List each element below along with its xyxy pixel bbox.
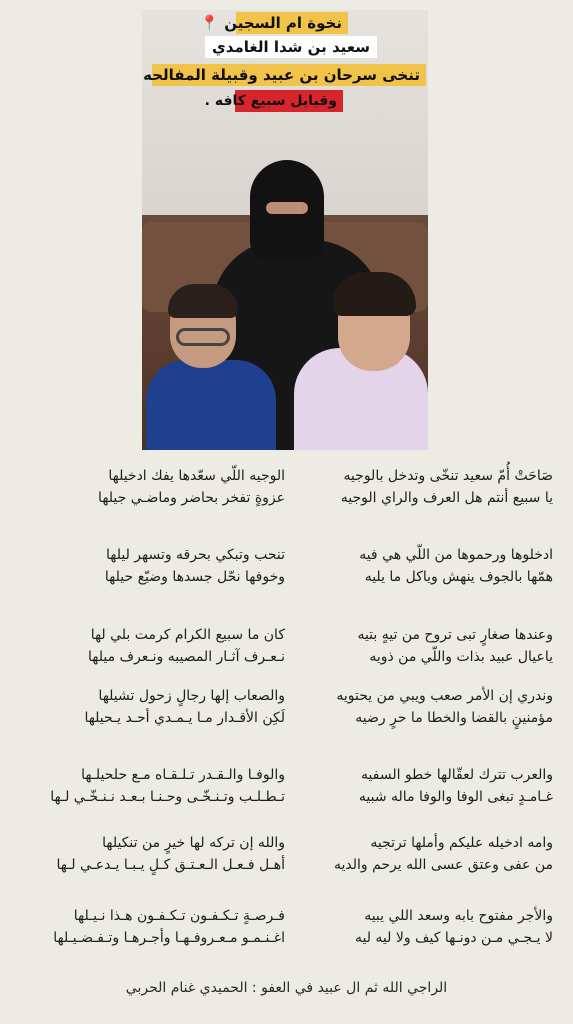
verse-line: تـطـلـب وتـنـخّـى وحـنـا بـعـد نـنـخّـي لـها <box>50 789 285 805</box>
verse-line: من عفى وعتق عسى الله يرحم والديه <box>333 857 553 873</box>
verse-line: فـرصـةٍ تـكـفـون تـكـفـون هـذا نـيـلها <box>73 908 285 924</box>
verse-line: وامه ادخيله عليكم وأملها ترتجيه <box>370 835 553 851</box>
verse-line: وخوفها نحّل جسدها وضيّع حيلها <box>104 569 285 585</box>
girl-hair <box>332 272 416 316</box>
poem-stanza-left-2 <box>20 544 285 588</box>
verse-line: يا سبيع أنتم هل العرف والراي الوجيه <box>340 490 553 506</box>
poem-stanza-left-6 <box>20 832 285 876</box>
caption-line-1: نخوة ام السجين 📍 <box>236 12 348 34</box>
verse-line: والأجر مفتوح بابه وسعد اللي يبيه <box>364 908 553 924</box>
boy-figure <box>146 360 276 450</box>
verse-line: ياعيال عبيد بذات واللّي من ذويه <box>369 649 553 665</box>
caption-line-2: سعيد بن شدا الغامدي <box>205 36 377 58</box>
caption-line-4: وقبايل سبيع كافه . <box>235 90 343 112</box>
verse-line: والصعاب إلها رجالٍ زحول تشيلها <box>98 688 285 704</box>
verse-line: والوفـا والـقـدر تـلـقـاه مـع حلحيلـها <box>81 767 285 783</box>
verse-line: غـامـدٍ تبغى الوفا والوفا ماله شبيه <box>358 789 553 805</box>
verse-line: لا يـجـي مـن دونـها كيف ولا ليه ليه <box>354 930 553 946</box>
poem-stanza-left-5 <box>20 764 285 808</box>
caption-line-3: تنخى سرحان بن عبيد وقبيلة المفالحه <box>152 64 426 86</box>
poem-stanza-right-6 <box>283 832 553 876</box>
verse-line: صَاحَتْ أُمّ سعيد تنخّى وتدخل بالوجيه <box>343 468 553 484</box>
verse-line: مؤمنينٍ بالقضا والخطا ما حرٍ رضيه <box>355 710 553 726</box>
poem-stanza-right-1 <box>283 465 553 509</box>
verse-line: أهـل فـعـل الـعـتـق كـلٍ يـبـا يـدعـي لـها <box>56 857 285 873</box>
verse-line: تنحب وتبكي بحرقه وتسهر ليلها <box>105 547 285 563</box>
poem-stanza-right-5 <box>283 764 553 808</box>
poem-stanza-left-1 <box>20 465 285 509</box>
verse-line: وعندها صغارٍ تبى تروح من تيهٍ بتيه <box>357 627 553 643</box>
poem-stanza-left-4 <box>20 685 285 729</box>
verse-line: والعرب تترك لعقّالها خطو السفيه <box>361 767 553 783</box>
verse-line: وندري إن الأمر صعب ويبي من يحتويه <box>336 688 553 704</box>
poem-stanza-left-7 <box>20 905 285 949</box>
verse-line: اغـنـمـو مـعـروفـهـا وأجـرهـا وتـفـضـيـلها <box>53 930 285 946</box>
woman-eyes <box>266 202 308 214</box>
verse-line: والله إن تركه لها خيرٍ من تنكيلها <box>102 835 285 851</box>
verse-line: نـعـرف آثـار المصيبه ونـعرف ميلها <box>88 649 285 665</box>
verse-line: عزوةٍ تفخر بحاضر وماضـي جيلها <box>98 490 285 506</box>
poem-stanza-right-4 <box>283 685 553 729</box>
poem-signature: الراجي الله ثم ال عبيد في العفو : الحميدي غنام الحربي <box>125 980 448 996</box>
poem-stanza-left-3 <box>20 624 285 668</box>
verse-line: لَكِن الأقـدار مـا يـمـدي أحـد يـحيلها <box>84 710 285 726</box>
poem-stanza-right-3 <box>283 624 553 668</box>
verse-line: كان ما سبيع الكرام كرمت بلي لها <box>90 627 285 643</box>
verse-line: همّها بالجوف ينهش وياكل ما يليه <box>364 569 553 585</box>
poem-stanza-right-7 <box>283 905 553 949</box>
boy-hair <box>168 284 238 318</box>
glasses-icon <box>176 328 230 346</box>
poem-stanza-right-2 <box>283 544 553 588</box>
verse-line: الوجيه اللّي سعّدها يفك ادخيلها <box>108 468 285 484</box>
verse-line: ادخلوها ورحموها من اللّي هي فيه <box>359 547 553 563</box>
